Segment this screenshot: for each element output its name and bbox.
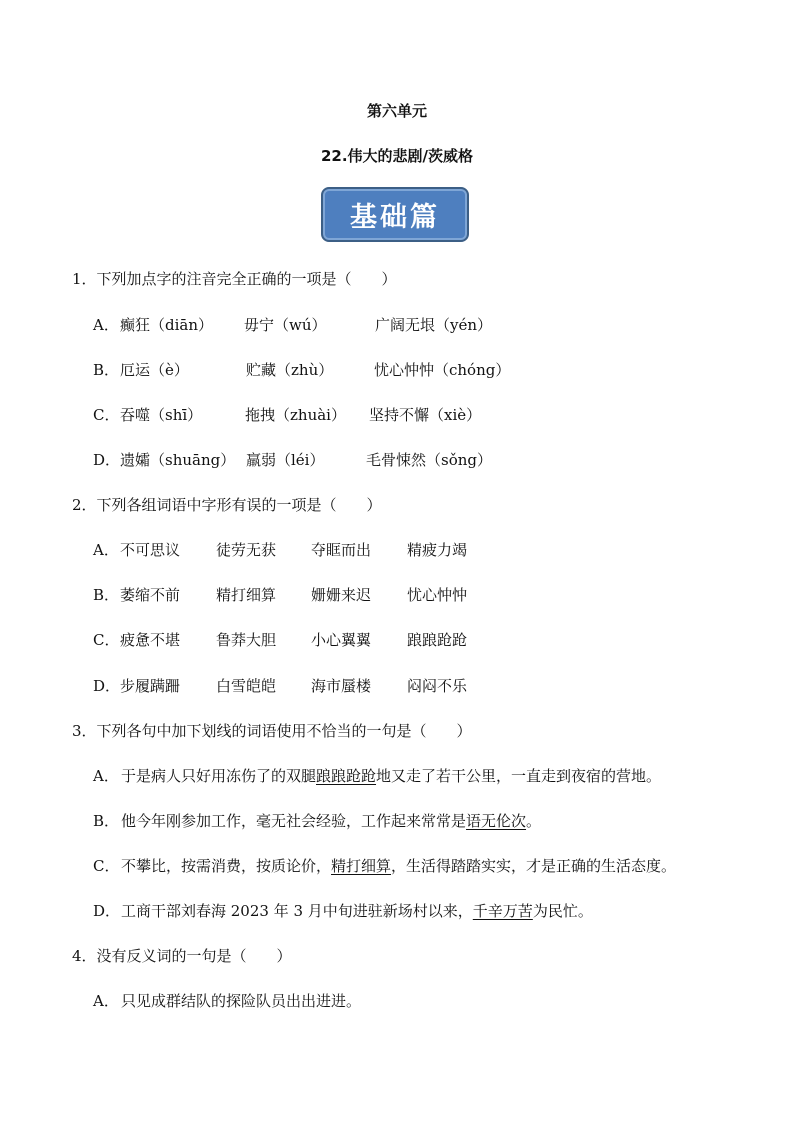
option-label: B． xyxy=(93,812,120,830)
question-1-option-b[interactable] xyxy=(93,359,511,380)
option-item: 吞噬（shī） xyxy=(120,406,203,424)
option-label: C． xyxy=(93,631,120,649)
option-item: 夺眶而出 xyxy=(311,541,372,559)
option-item: 精疲力竭 xyxy=(407,541,468,559)
option-label: D． xyxy=(93,451,121,469)
question-4-stem: 4．没有反义词的一句是（ ） xyxy=(72,947,292,965)
question-1-option-d[interactable] xyxy=(93,449,492,470)
option-item: 坚持不懈（xiè） xyxy=(369,406,482,424)
underlined-phrase: 踉踉跄跄 xyxy=(316,767,377,785)
sentence-text: 工商干部刘春海 2023 年 3 月中旬进驻新场村以来， xyxy=(121,902,473,920)
option-item: 毛骨悚然（sǒng） xyxy=(366,451,492,469)
option-label: A． xyxy=(93,316,119,334)
option-label: A． xyxy=(93,992,119,1010)
question-3-option-c[interactable] xyxy=(93,855,676,876)
question-3-option-d[interactable] xyxy=(93,900,593,921)
sentence-text: 。 xyxy=(526,812,542,830)
option-item: 贮藏（zhù） xyxy=(246,361,334,379)
option-label: A． xyxy=(93,767,119,785)
underlined-phrase: 精打细算 xyxy=(331,857,392,875)
question-2-option-b[interactable] xyxy=(93,584,468,605)
sentence-text: 不攀比，按需消费，按质论价， xyxy=(121,857,332,875)
sentence-text: 为民忙。 xyxy=(532,902,593,920)
option-item: 厄运（è） xyxy=(120,361,189,379)
option-item: 白雪皑皑 xyxy=(216,677,277,695)
sentence-text: 于是病人只好用冻伤了的双腿 xyxy=(121,767,317,785)
sentence-text: 只见成群结队的探险队员出出进进。 xyxy=(121,992,362,1010)
unit-title: 第六单元 xyxy=(366,102,427,120)
option-label: C． xyxy=(93,857,120,875)
question-3-stem: 3．下列各句中加下划线的词语使用不恰当的一句是（ ） xyxy=(72,722,472,740)
option-item: 精打细算 xyxy=(216,586,277,604)
question-2-option-a[interactable] xyxy=(93,539,468,560)
option-item: 海市蜃楼 xyxy=(311,677,372,695)
option-label: D． xyxy=(93,677,121,695)
option-item: 毋宁（wú） xyxy=(244,316,327,334)
option-label: C． xyxy=(93,406,120,424)
question-3-option-b[interactable] xyxy=(93,810,541,831)
option-label: D． xyxy=(93,902,121,920)
option-item: 拖拽（zhuài） xyxy=(245,406,346,424)
question-2-option-d[interactable] xyxy=(93,675,468,696)
option-item: 癫狂（diān） xyxy=(120,316,214,334)
question-1-option-a[interactable] xyxy=(93,314,493,335)
option-item: 徒劳无获 xyxy=(216,541,277,559)
option-item: 萎缩不前 xyxy=(120,586,181,604)
option-label: B． xyxy=(93,361,120,379)
option-item: 闷闷不乐 xyxy=(407,677,468,695)
option-item: 广阔无垠（yén） xyxy=(375,316,493,334)
option-label: B． xyxy=(93,586,120,604)
question-2-stem: 2．下列各组词语中字形有误的一项是（ ） xyxy=(72,496,382,514)
option-item: 羸弱（léi） xyxy=(246,451,325,469)
option-item: 踉踉跄跄 xyxy=(407,631,468,649)
sentence-text: 他今年刚参加工作，毫无社会经验，工作起来常常是 xyxy=(121,812,467,830)
option-label: A． xyxy=(93,541,119,559)
question-1-option-c[interactable] xyxy=(93,404,482,425)
option-item: 小心翼翼 xyxy=(311,631,372,649)
option-item: 疲惫不堪 xyxy=(120,631,181,649)
underlined-phrase: 语无伦次 xyxy=(466,812,527,830)
question-4-option-a[interactable] xyxy=(93,990,361,1011)
sentence-text: 地又走了若干公里，一直走到夜宿的营地。 xyxy=(376,767,662,785)
option-item: 不可思议 xyxy=(120,541,181,559)
question-2-option-c[interactable] xyxy=(93,629,468,650)
lesson-title: 22.伟大的悲剧/茨威格 xyxy=(320,147,474,165)
question-3-option-a[interactable] xyxy=(93,765,661,786)
option-item: 步履蹒跚 xyxy=(120,677,181,695)
option-item: 忧心忡忡 xyxy=(407,586,468,604)
option-item: 姗姗来迟 xyxy=(311,586,372,604)
underlined-phrase: 千辛万苦 xyxy=(472,902,533,920)
sentence-text: ，生活得踏踏实实，才是正确的生活态度。 xyxy=(391,857,677,875)
option-item: 鲁莽大胆 xyxy=(216,631,277,649)
section-badge: 基础篇 xyxy=(321,187,469,242)
question-1-stem: 1．下列加点字的注音完全正确的一项是（ ） xyxy=(72,270,397,288)
option-item: 遗孀（shuāng） xyxy=(120,451,236,469)
option-item: 忧心忡忡（chóng） xyxy=(374,361,511,379)
